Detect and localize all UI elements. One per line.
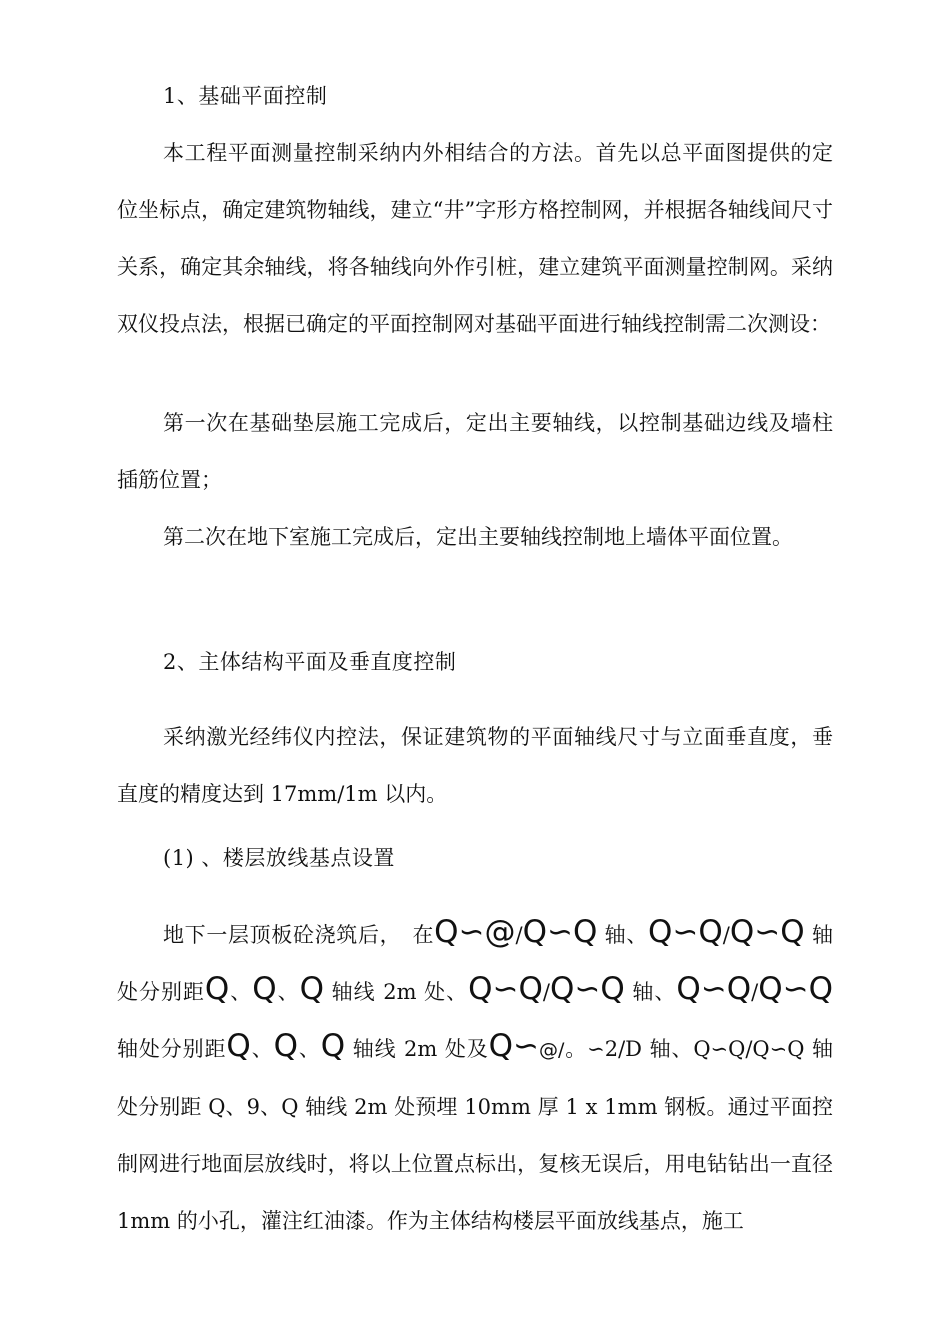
axis-symbol: @/ xyxy=(538,1039,565,1061)
section-heading-2: 2、主体结构平面及垂直度控制 xyxy=(163,650,457,674)
text-run: 、 xyxy=(297,1037,321,1061)
text-run: 、 xyxy=(276,980,300,1004)
axis-symbol: Q∽Q xyxy=(729,914,805,950)
text-run: 轴、 xyxy=(624,980,677,1004)
paragraph-plane-control-method: 本工程平面测量控制采纳内外相结合的方法。首先以总平面图提供的定位坐标点，确定建筑物轴线，建立“井”字形方格控制网，并根据各轴线间尺寸关系，确定其余轴线，将各轴线向外作引桩，建立建筑平面测量控制网。采纳双仪投点法，根据已确定的平面控制网对基础平面进行轴线控制需二次测设： xyxy=(117,141,833,336)
axis-symbol: Q xyxy=(299,971,325,1007)
text-run: 轴处分别距 xyxy=(117,923,833,1004)
axis-symbol: Q∽Q xyxy=(758,971,833,1007)
axis-symbol: Q xyxy=(204,971,230,1007)
text-run: / xyxy=(515,923,523,947)
text-run: 、 xyxy=(229,980,253,1004)
text-run: / xyxy=(542,980,550,1004)
text-run: / xyxy=(751,980,759,1004)
paragraph-second-survey: 第二次在地下室施工完成后，定出主要轴线控制地上墙体平面位置。 xyxy=(163,525,793,549)
axis-symbol: Q∽Q xyxy=(549,971,625,1007)
text-run: 地下一层顶板砼浇筑后， 在 xyxy=(163,923,435,947)
axis-symbol: Q∽Q xyxy=(468,971,543,1007)
paragraph-baseline-points xyxy=(117,907,833,1250)
axis-symbol: Q xyxy=(320,1028,346,1064)
axis-symbol: Q∽Q xyxy=(522,914,598,950)
paragraph-first-survey: 第一次在基础垫层施工完成后，定出主要轴线，以控制基础边线及墙柱插筋位置； xyxy=(117,411,833,492)
text-run: 轴线 2m 处、 xyxy=(324,980,469,1004)
axis-symbol: Q xyxy=(273,1028,298,1064)
text-run: 轴处分别距 xyxy=(117,1037,227,1061)
text-run: 轴、 xyxy=(597,923,649,947)
axis-symbol: Q xyxy=(226,1028,251,1064)
section-heading-1: 1、基础平面控制 xyxy=(163,84,328,108)
text-run: 轴线 2m 处及 xyxy=(345,1037,489,1061)
paragraph-laser-theodolite: 采纳激光经纬仪内控法，保证建筑物的平面轴线尺寸与立面垂直度，垂直度的精度达到 17mm/1m 以内。 xyxy=(117,725,833,806)
text-run: / xyxy=(722,923,730,947)
axis-symbol: Q∽@ xyxy=(434,914,516,950)
text-run: 、 xyxy=(250,1037,274,1061)
text-run: 。∽2/D 轴、Q∽Q/Q∽Q 轴处分别距 Q、9、Q 轴线 2m 处预埋 10mm 厚 1 x 1mm 钢板。通过平面控制网进行地面层放线时，将以上位置点标出，复核无误后，用电钻钻出一直径 1mm 的小孔，灌注红油漆。作为主体结构楼层平面放线基点，施工 xyxy=(117,1037,834,1233)
section-heading-3: (1) 、楼层放线基点设置 xyxy=(163,846,395,870)
axis-symbol: Q∽Q xyxy=(676,971,752,1007)
axis-symbol: Q∽ xyxy=(488,1028,539,1064)
axis-symbol: Q∽Q xyxy=(648,914,723,950)
axis-symbol: Q xyxy=(252,971,277,1007)
